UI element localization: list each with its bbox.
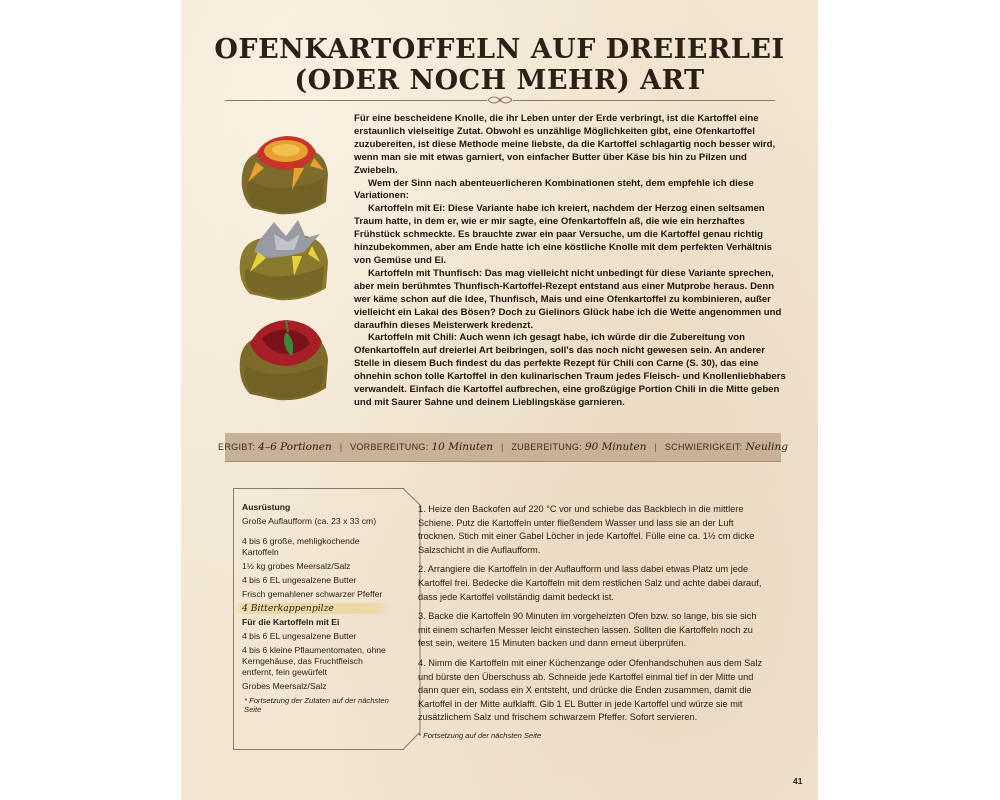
- equipment-item: Große Auflaufform (ca. 23 x 33 cm): [242, 516, 377, 526]
- yield-label: ERGIBT:: [218, 442, 256, 452]
- variation-egg: Kartoffeln mit Ei: Diese Variante habe ich kreiert, nachdem der Herzog einen seltsamen Traum hatte, in dem er, wie er mir sagte, eine Ofenkartoffeln aß, die wie ein herzhaftes Frühstück schmeckte. Es brauchte zwar ein paar Versuche, um die Kartoffel genau richtig hinzubekommen, aber am Ende hatte ich eine köstliche Knolle mit dem perfekten Verhältnis von Gemüse und Ei.: [354, 203, 772, 266]
- egg-potato-icon: [234, 124, 334, 219]
- step: 4. Nimm die Kartoffeln mit einer Küchenzange oder Ofenhandschuhen aus dem Salz und bürste den Überschuss ab. Schneide jede Kartoffel einmal tief in der Mitte und dann quer ein, sodass ein X entsteht, und drücke die Enden zusammen, damit die Kartoffel in der Mitte aufklafft. Gib 1 EL Butter in jede Kartoffel und würze sie mit zusätzlichem Salz und frischem schwarzem Pfeffer. Sofort servieren.: [418, 657, 763, 723]
- cookbook-page: [181, 0, 818, 800]
- variation-chili: Kartoffeln mit Chili: Auch wenn ich gesagt habe, ich würde dir die Zubereitung von Ofenkartoffeln auf dreierlei Art beibringen, soll's das noch nicht gewesen sein. An anderer Stelle in diesem Buch findest du das perfekte Rezept für Chili con Carne (S. 30), das eine ohnehin schon tolle Kartoffel in den kulinarischen Traum jedes Fleisch- und Knollenliebhabers verwandelt. Einfach die Kartoffel aufbrechen, eine großzügige Portion Chili in die Mitte geben und mit Saurer Sahne und deinem Lieblingskäse garnieren.: [354, 332, 786, 408]
- variation-tuna: Kartoffeln mit Thunfisch: Das mag vielleicht nicht unbedingt für diese Variante sprechen, aber mein berühmtes Thunfisch-Kartoffel-Rezept entstand aus einer Mutprobe heraus. Denn wer käme schon auf die Idee, Thunfisch, Mais und eine Ofenkartoffel zu kombinieren, außer vielleicht ein Lakai des Bösen? Doch zu Gielinors Glück habe ich die Wette angenommen und daraufhin dieses Meisterwerk kredenzt.: [354, 267, 782, 331]
- ingredient-item: 1½ kg grobes Meersalz/Salz: [242, 561, 351, 571]
- yield-value: 4–6 Portionen: [258, 441, 332, 453]
- step: 2. Arrangiere die Kartoffeln in der Auflaufform und lass dabei etwas Platz um jede Kartoffel frei. Bedecke die Kartoffeln mit dem restlichen Salz und achte dabei darauf, dass jede Kartoffel vollständig damit bedeckt ist.: [418, 564, 762, 602]
- ingredient-item: 4 bis 6 große, mehligkochende Kartoffeln: [242, 536, 360, 557]
- separator: |: [654, 442, 657, 452]
- ingredients-box-corner: [385, 488, 421, 750]
- ingredient-item: Grobes Meersalz/Salz: [242, 681, 327, 691]
- page-title: [181, 34, 818, 96]
- step: 1. Heize den Backofen auf 220 °C vor und schiebe das Backblech in die mittlere Schiene. Putz die Kartoffeln unter fließendem Wasser und lass sie an der Luft trocknen. Stich mit einer Gabel Löcher in jede Kartoffel. Fülle eine ca. 1½ cm dicke Salzschicht in die Auflaufform.: [418, 504, 755, 555]
- chili-potato-icon: [234, 312, 334, 407]
- prep-value: 10 Minuten: [431, 441, 494, 453]
- title-divider: [225, 98, 775, 104]
- ornament-icon: [487, 94, 513, 106]
- intro-paragraph: Wem der Sinn nach abenteuerlicheren Kombinationen steht, dem empfehle ich diese Variationen:: [354, 177, 754, 202]
- ingredient-item: Frisch gemahlener schwarzer Pfeffer: [242, 589, 383, 599]
- ingredient-item: 4 bis 6 kleine Pflaumentomaten, ohne Kerngehäuse, das Fruchtfleisch entfernt, fein gewürfelt: [242, 645, 386, 677]
- intro-paragraph: Für eine bescheidene Knolle, die ihr Leben unter der Erde verbringt, ist die Kartoffel eine erstaunlich vielseitige Zutat. Obwohl es unzählige Möglichkeiten gibt, eine Ofenkartoffel zuzubereiten, ist diese Methode meine liebste, da die Kartoffel schlagartig noch besser wird, wenn man sie mit etwas garniert, von einfacher Butter über Käse bis hin zu Pilzen und Zwiebeln.: [354, 113, 776, 176]
- cook-label: ZUBEREITUNG:: [511, 442, 582, 452]
- ingredient-highlight: 4 Bitterkappenpilze: [230, 603, 392, 614]
- title-line-2: (ODER NOCH MEHR) ART: [294, 65, 705, 96]
- prep-label: VORBEREITUNG:: [350, 442, 429, 452]
- title-line-1: OFENKARTOFFELN AUF DREIERLEI: [214, 34, 785, 65]
- tuna-potato-icon: [234, 212, 334, 307]
- difficulty-value: Neuling: [745, 441, 788, 453]
- difficulty-label: SCHWIERIGKEIT:: [664, 442, 743, 452]
- steps-note: * Fortsetzung auf der nächsten Seite: [418, 730, 542, 740]
- separator: |: [501, 442, 504, 452]
- ingredients-box: [233, 488, 404, 750]
- separator: |: [339, 442, 343, 452]
- cook-value: 90 Minuten: [584, 441, 647, 453]
- intro-text: [354, 113, 786, 410]
- step: 3. Backe die Kartoffeln 90 Minuten im vorgeheizten Ofen bzw. so lange, bis sie sich mit einem scharfen Messer leicht einstechen lassen. Sollten die Kartoffeln noch zu fest sein, weitere 15 Minuten backen und dann erneut überprüfen.: [418, 611, 757, 649]
- ingredients-note: * Fortsetzung der Zutaten auf der nächsten Seite: [244, 696, 389, 714]
- ingredient-item: 4 bis 6 EL ungesalzene Butter: [242, 631, 357, 641]
- instructions: [418, 503, 770, 741]
- page-number: 41: [793, 776, 803, 786]
- recipe-info-bar: [218, 433, 788, 462]
- ingredient-item: 4 bis 6 EL ungesalzene Butter: [242, 575, 357, 585]
- egg-variation-heading: Für die Kartoffeln mit Ei: [242, 617, 340, 627]
- equipment-heading: Ausrüstung: [242, 502, 291, 512]
